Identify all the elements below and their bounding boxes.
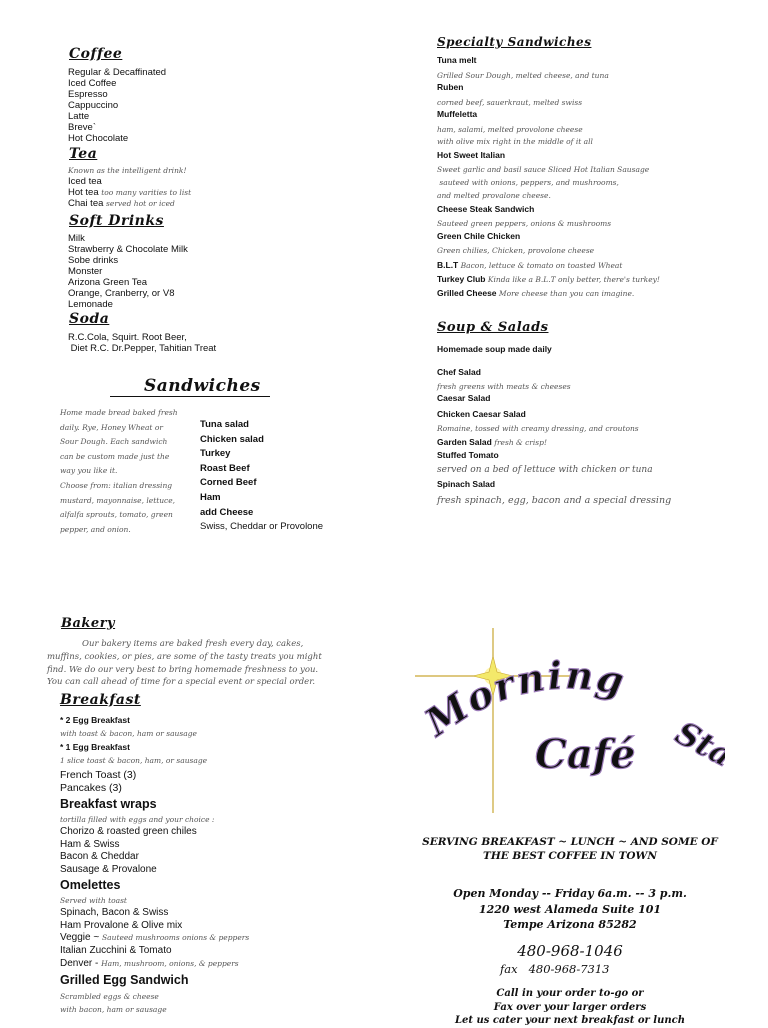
bakery-line: Our bakery items are baked fresh every day, cakes,: [82, 639, 304, 649]
item-name: Chai tea: [68, 198, 104, 209]
logo-word-1-path: Morning: [416, 652, 630, 745]
list-item: * 2 Egg Breakfast: [60, 715, 130, 725]
item-name: B.L.T: [437, 259, 459, 270]
desc-line: Sour Dough. Each sandwich: [60, 437, 168, 447]
list-item-desc: with olive mix right in the middle of it all: [437, 137, 593, 146]
list-item-desc: Sauteed green peppers, onions & mushrooms: [437, 219, 612, 228]
salads-list: [437, 366, 671, 509]
item-name: Veggie ~: [60, 932, 100, 943]
list-item-desc: Grilled Sour Dough, melted cheese, and tuna: [437, 70, 609, 80]
item-name: Spinach, Bacon & Swiss: [60, 907, 169, 918]
desc-line: daily. Rye, Honey Wheat or: [60, 422, 163, 432]
item-name: Chicken Caesar Salad: [437, 409, 526, 419]
list-item: Orange, Cranberry, or V8: [68, 288, 175, 299]
item-name: Green Chile Chicken: [437, 230, 521, 241]
list-item: [437, 54, 660, 68]
soda-list: [68, 332, 216, 354]
list-item: [60, 957, 249, 971]
omelettes-heading: Omelettes: [60, 878, 121, 892]
bakery-text: [47, 638, 322, 689]
list-item: Sausage & Provalone: [60, 863, 157, 875]
serving-line: SERVING BREAKFAST ~ LUNCH ~ AND SOME OF: [422, 836, 718, 848]
logo-word-3: Café: [535, 731, 636, 778]
grilled-egg-desc: Scrambled eggs & cheese: [60, 992, 159, 1001]
list-item: [437, 149, 660, 163]
coffee-heading: Coffee: [69, 46, 123, 62]
soft-drinks-heading: Soft Drinks: [69, 213, 164, 229]
breakfast-list: [60, 714, 249, 1016]
list-item: [437, 81, 660, 95]
list-item: Cappuccino: [68, 100, 119, 111]
list-item: French Toast (3): [60, 769, 137, 781]
list-item: [437, 392, 671, 408]
serving-text: [405, 835, 735, 863]
list-item: [437, 449, 671, 462]
list-item-desc: Romaine, tossed with creamy dressing, and croutons: [437, 424, 639, 433]
list-item: [60, 920, 249, 933]
bakery-line: You can call ahead of time for a special event or special order.: [47, 677, 316, 688]
desc-line: mustard, mayonnaise, lettuce,: [60, 495, 176, 505]
item-desc: too many varities to list: [101, 188, 192, 197]
item-name: Iced tea: [68, 176, 102, 187]
item-name: Italian Zucchini & Tomato: [60, 944, 172, 956]
sandwiches-underline: [110, 396, 270, 397]
sandwiches-list: [200, 418, 323, 535]
hours-address: [405, 886, 735, 933]
list-item-desc: corned beef, sauerkraut, melted swiss: [437, 97, 583, 107]
item-name: Tuna melt: [437, 55, 477, 65]
list-item: Ham & Swiss: [60, 838, 120, 850]
list-item: [437, 408, 671, 421]
list-item: [437, 230, 660, 244]
desc-line: Home made bread baked fresh: [60, 408, 178, 417]
item-desc: fresh & crisp!: [494, 438, 547, 447]
item-desc: Ham, mushroom, onions, & peppers: [101, 959, 239, 968]
list-item: [437, 203, 660, 217]
call-text: [405, 987, 735, 1028]
item-name: Stuffed Tomato: [437, 450, 499, 460]
homemade-soup: Homemade soup made daily: [437, 344, 552, 354]
grilled-egg-heading: Grilled Egg Sandwich: [60, 973, 189, 987]
list-item: [437, 366, 671, 379]
omelettes-desc: Served with toast: [60, 896, 127, 905]
item-name: Denver -: [60, 958, 99, 969]
list-item-desc: Sweet garlic and basil sauce Sliced Hot Italian Sausage: [437, 165, 650, 174]
item-name: Caesar Salad: [437, 393, 491, 403]
desc-line: pepper, and onion.: [60, 524, 131, 534]
list-item: Breve`: [68, 122, 96, 133]
item-name: Chef Salad: [437, 367, 481, 377]
soda-heading: Soda: [69, 311, 110, 327]
phone: 480-968-1046: [517, 942, 623, 960]
logo-graphic: [415, 628, 725, 813]
tea-note: Known as the intelligent drink!: [68, 166, 187, 175]
list-item: Ham: [200, 491, 221, 503]
list-item: Spinach Salad: [437, 479, 496, 489]
specialty-heading: Specialty Sandwiches: [437, 35, 592, 49]
list-item: Lemonade: [68, 299, 113, 310]
item-desc: Sauteed mushrooms onions & peppers: [102, 933, 250, 942]
list-item-desc: ham, salami, melted provolone cheese: [437, 124, 583, 134]
specialty-list: [437, 54, 660, 299]
item-name: Grilled Cheese: [437, 287, 497, 298]
desc-line: can be custom made just the: [60, 451, 170, 461]
city: Tempe Arizona 85282: [503, 918, 637, 931]
list-item: Turkey: [200, 448, 231, 460]
list-item: [437, 257, 660, 271]
desc-line: way you like it.: [60, 466, 118, 476]
list-item: Diet R.C. Dr.Pepper, Tahitian Treat: [68, 343, 217, 354]
list-item-desc: Green chilies, Chicken, provolone cheese: [437, 246, 595, 255]
list-item: [60, 945, 249, 958]
wraps-heading: Breakfast wraps: [60, 797, 157, 811]
address: 1220 west Alameda Suite 101: [478, 902, 662, 916]
list-item: Corned Beef: [200, 477, 257, 489]
item-desc: served hot or iced: [106, 199, 175, 208]
list-item: * 1 Egg Breakfast: [60, 742, 130, 752]
list-item: [60, 932, 249, 945]
cheese-options: Swiss, Cheddar or Provolone: [200, 521, 324, 533]
list-item: [68, 187, 191, 198]
item-desc: Kinda like a B.L.T only better, there's turkey!: [487, 274, 660, 284]
list-item: [437, 434, 671, 449]
item-name: Muffeletta: [437, 109, 478, 119]
item-name: Cheese Steak Sandwich: [437, 203, 535, 214]
list-item: [437, 285, 660, 299]
hours: Open Monday -- Friday 6a.m. -- 3 p.m.: [453, 887, 687, 900]
list-item: Milk: [68, 233, 85, 244]
list-item: [68, 176, 191, 187]
list-item: Regular & Decaffinated: [68, 67, 167, 78]
call-line: Fax over your larger orders: [493, 1001, 647, 1013]
tea-heading: Tea: [69, 146, 98, 162]
call-line: Let us cater your next breakfast or lunch: [454, 1015, 686, 1026]
item-name: Hot tea: [68, 187, 99, 198]
list-item: R.C.Cola, Squirt. Root Beer,: [68, 332, 187, 343]
list-item: Chorizo & roasted green chiles: [60, 826, 197, 837]
desc-line: Choose from: italian dressing: [60, 480, 173, 490]
fax: fax 480-968-7313: [500, 962, 610, 976]
bakery-line: muffins, cookies, or pies, are some of the tasty treats you might: [47, 651, 322, 662]
item-name: Ham Provalone & Olive mix: [60, 919, 183, 931]
bakery-line: find. We do our very best to bring homemade freshness to you.: [47, 664, 319, 675]
coffee-list: [68, 67, 166, 144]
list-item: Arizona Green Tea: [68, 277, 148, 288]
list-item: Bacon & Cheddar: [60, 851, 139, 862]
list-item: Hot Chocolate: [68, 133, 129, 144]
list-item-desc: fresh greens with meats & cheeses: [437, 382, 571, 391]
item-name: Ruben: [437, 82, 464, 92]
list-item: Pancakes (3): [60, 782, 122, 794]
item-name: Turkey Club: [437, 273, 486, 284]
list-item: Chicken salad: [200, 433, 264, 445]
item-name: Garden Salad: [437, 437, 492, 447]
list-item: Espresso: [68, 89, 108, 100]
wraps-desc: tortilla filled with eggs and your choice :: [60, 815, 215, 824]
soft-drinks-list: [68, 233, 188, 310]
list-item: Sobe drinks: [68, 255, 119, 266]
sandwiches-heading: Sandwiches: [144, 376, 261, 396]
list-item-desc: sauteed with onions, peppers, and mushrooms,: [437, 177, 619, 187]
bakery-heading: Bakery: [61, 616, 116, 631]
logo-word-2: Star: [669, 713, 725, 783]
list-item-desc: fresh spinach, egg, bacon and a special dressing: [437, 495, 672, 506]
cafe-logo: [415, 628, 725, 813]
list-item: Roast Beef: [200, 462, 250, 474]
tea-list: [68, 165, 191, 209]
list-item: Latte: [68, 111, 90, 122]
soup-salads-heading: Soup & Salads: [437, 320, 549, 335]
list-item: [437, 108, 660, 122]
list-item: [68, 198, 191, 209]
list-item: [437, 271, 660, 285]
list-item-desc: with toast & bacon, ham or sausage: [60, 729, 197, 738]
sandwiches-description: [60, 406, 178, 537]
list-item: [60, 907, 249, 920]
list-item: Tuna salad: [200, 419, 249, 430]
desc-line: alfalfa sprouts, tomato, green: [60, 510, 173, 520]
item-desc: More cheese than you can imagine.: [498, 288, 635, 298]
breakfast-heading: Breakfast: [60, 692, 141, 708]
list-item: Monster: [68, 266, 103, 277]
list-item-desc: 1 slice toast & bacon, ham, or sausage: [60, 756, 208, 765]
serving-line: THE BEST COFFEE IN TOWN: [483, 850, 657, 862]
list-item: Strawberry & Chocolate Milk: [68, 244, 188, 255]
call-line: Call in your order to-go or: [496, 988, 644, 999]
list-item: add Cheese: [200, 506, 254, 518]
list-item-desc: served on a bed of lettuce with chicken or tuna: [437, 465, 653, 475]
item-desc: Bacon, lettuce & tomato on toasted Wheat: [460, 260, 623, 270]
list-item-desc: and melted provalone cheese.: [437, 191, 551, 200]
item-name: Hot Sweet Italian: [437, 149, 506, 160]
grilled-egg-desc: with bacon, ham or sausage: [60, 1005, 167, 1014]
list-item: Iced Coffee: [68, 78, 117, 89]
